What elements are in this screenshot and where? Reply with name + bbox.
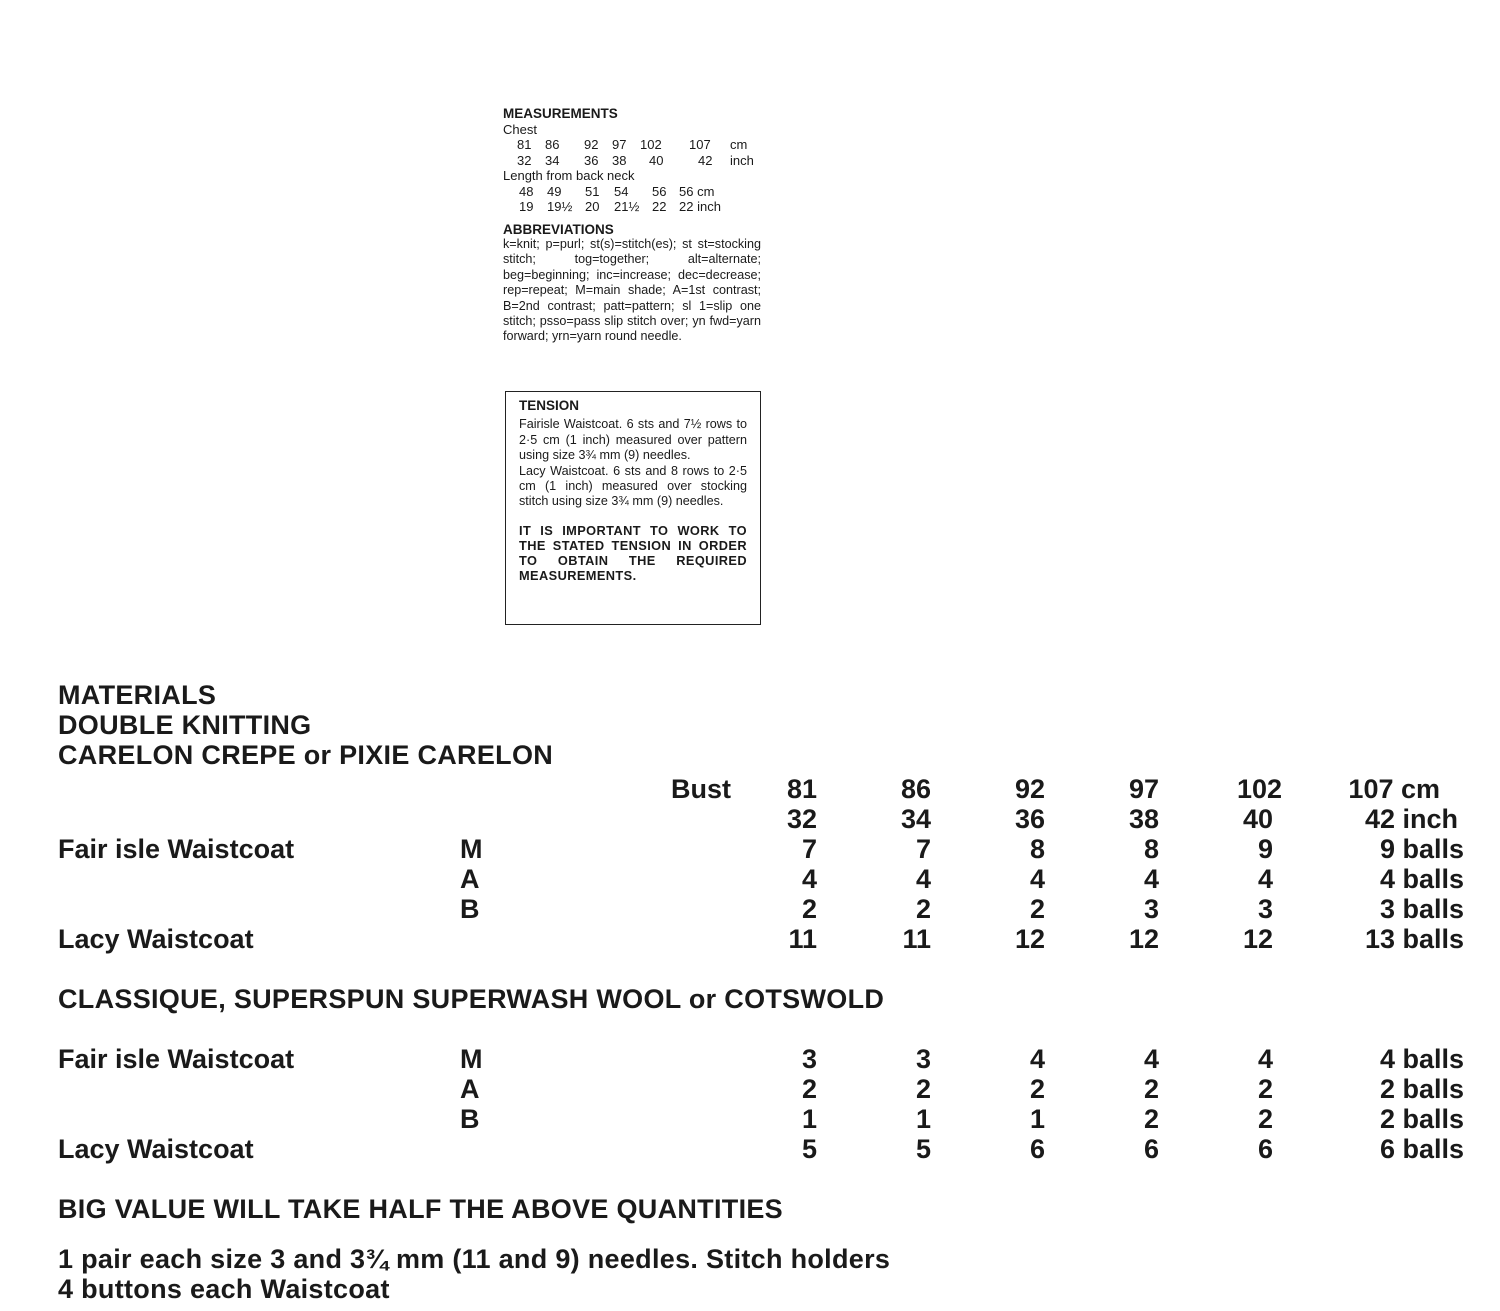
- tension-important: IT IS IMPORTANT TO WORK TO THE STATED TENSION IN ORDER TO OBTAIN THE REQUIRED MEASUREMENTS.: [519, 522, 747, 584]
- double-knitting-heading: DOUBLE KNITTING: [58, 710, 312, 740]
- quantity-cell: 4: [1257, 864, 1273, 894]
- length-cm-value: 49: [547, 183, 562, 199]
- quantity-cell: 3: [1257, 894, 1273, 924]
- quantity-cell: 11: [788, 924, 817, 954]
- chest-cm-value: 97: [612, 137, 627, 152]
- length-inch-value: 22 inch: [679, 199, 721, 214]
- quantity-cell: 9 balls: [1379, 834, 1464, 864]
- abbreviations-text: k=knit; p=purl; st(s)=stitch(es); st st=stocking stitch; tog=together; alt=alternate; beg=beginning; inc=increase; dec=decrease; rep=repeat; M=main shade; A=1st contrast; B=2nd contrast; patt=pattern; sl 1=slip one stitch; psso=pass slip stitch over; yn fwd=yarn forward; yrn=yarn round needle.: [503, 237, 761, 344]
- quantity-cell: 2: [1257, 1074, 1273, 1104]
- quantity-cell: 12: [1128, 924, 1159, 954]
- quantity-cell: 1: [915, 1104, 931, 1134]
- quantity-cell: 4: [801, 864, 817, 894]
- quantity-cell: 6: [1029, 1134, 1045, 1164]
- bust-inch-value: 36: [1014, 804, 1045, 834]
- shade-label: M: [460, 834, 483, 864]
- quantity-cell: 1: [1029, 1104, 1045, 1134]
- quantity-cell: 2: [1143, 1104, 1159, 1134]
- length-inch-value: 22: [652, 199, 667, 214]
- chest-cm-value: 102: [640, 137, 662, 152]
- quantity-cell: 5: [801, 1134, 817, 1164]
- chest-inch-value: 40: [649, 152, 664, 168]
- quantity-cell: 2: [801, 1074, 817, 1104]
- chest-inch-value: 38: [612, 152, 627, 168]
- tension-lacy: Lacy Waistcoat. 6 sts and 8 rows to 2·5 cm (1 inch) measured over stocking stitch using size 3¾ mm (9) needles.: [519, 463, 747, 509]
- quantity-cell: 5: [915, 1134, 931, 1164]
- quantity-cell: 4 balls: [1379, 1044, 1464, 1074]
- length-inch-row: [503, 199, 761, 215]
- bust-cm-value: 102: [1236, 774, 1282, 804]
- row-label: Lacy Waistcoat: [58, 924, 254, 954]
- length-inch-value: 19: [519, 199, 534, 214]
- quantity-cell: 2: [915, 1074, 931, 1104]
- chest-cm-row: [503, 137, 761, 153]
- abbreviations-heading: ABBREVIATIONS: [503, 221, 614, 237]
- shade-label: A: [460, 1074, 480, 1104]
- quantity-cell: 4: [1029, 1044, 1045, 1074]
- quantity-cell: 2: [801, 894, 817, 924]
- classique-heading: CLASSIQUE, SUPERSPUN SUPERWASH WOOL or COTSWOLD: [58, 984, 885, 1014]
- shade-label: B: [460, 894, 480, 924]
- chest-inch-value: 34: [545, 152, 560, 168]
- bust-inch-value: 42 inch: [1364, 804, 1458, 834]
- bust-cm-value: 97: [1128, 774, 1159, 804]
- bust-cm-value: 107 cm: [1348, 774, 1440, 804]
- row-label: Fair isle Waistcoat: [58, 1044, 295, 1074]
- quantity-cell: 8: [1143, 834, 1159, 864]
- length-cm-value: 54: [614, 183, 629, 199]
- quantity-cell: 3 balls: [1379, 894, 1464, 924]
- length-inch-value: 20: [585, 199, 600, 214]
- quantity-cell: 6 balls: [1379, 1134, 1464, 1164]
- quantity-cell: 6: [1143, 1134, 1159, 1164]
- tension-heading: TENSION: [519, 398, 580, 413]
- quantity-cell: 12: [1242, 924, 1273, 954]
- quantity-cell: 7: [801, 834, 817, 864]
- quantity-cell: 9: [1257, 834, 1273, 864]
- chest-inch-row: [503, 153, 761, 169]
- bust-inch-value: 34: [900, 804, 931, 834]
- quantity-cell: 4 balls: [1379, 864, 1464, 894]
- quantity-cell: 2 balls: [1379, 1074, 1464, 1104]
- quantity-cell: 4: [1029, 864, 1045, 894]
- chest-cm-value: 92: [584, 137, 599, 152]
- quantity-cell: 3: [1143, 894, 1159, 924]
- quantity-cell: 7: [915, 834, 931, 864]
- measurements-block: [503, 106, 761, 345]
- carelon-heading: CARELON CREPE or PIXIE CARELON: [58, 740, 554, 770]
- quantity-cell: 4: [1143, 1044, 1159, 1074]
- quantity-cell: 8: [1029, 834, 1045, 864]
- quantity-cell: 2: [915, 894, 931, 924]
- quantity-cell: 2: [1029, 1074, 1045, 1104]
- length-cm-row: [503, 184, 761, 200]
- bust-label: Bust: [671, 774, 731, 804]
- big-value-note: BIG VALUE WILL TAKE HALF THE ABOVE QUANTITIES: [58, 1194, 783, 1224]
- quantity-cell: 4: [1143, 864, 1159, 894]
- row-label: Lacy Waistcoat: [58, 1134, 254, 1164]
- chest-cm-value: 86: [545, 137, 560, 152]
- quantity-cell: 2: [1257, 1104, 1273, 1134]
- row-label: Fair isle Waistcoat: [58, 834, 295, 864]
- chest-cm-value: 107: [689, 137, 711, 152]
- tension-fairisle: Fairisle Waistcoat. 6 sts and 7½ rows to 2·5 cm (1 inch) measured over pattern using size 3¾ mm (9) needles.: [519, 417, 747, 463]
- chest-cm-value: 81: [517, 137, 532, 152]
- quantity-cell: 2: [1143, 1074, 1159, 1104]
- measurements-heading: MEASUREMENTS: [503, 106, 618, 121]
- shade-label: B: [460, 1104, 480, 1134]
- quantity-cell: 4: [1257, 1044, 1273, 1074]
- chest-inch-value: 32: [517, 152, 532, 168]
- chest-inch-value: 36: [584, 152, 599, 168]
- bust-cm-value: 86: [900, 774, 931, 804]
- bust-inch-value: 32: [786, 804, 817, 834]
- chest-inch-unit: inch: [730, 152, 754, 168]
- quantity-cell: 6: [1257, 1134, 1273, 1164]
- quantity-cell: 4: [915, 864, 931, 894]
- buttons-note: 4 buttons each Waistcoat: [58, 1274, 390, 1304]
- length-inch-value: 21½: [614, 199, 640, 214]
- chest-label: Chest: [503, 121, 537, 137]
- length-label: Length from back neck: [503, 168, 635, 183]
- needles-note: 1 pair each size 3 and 3¾ mm (11 and 9) needles. Stitch holders: [58, 1244, 891, 1274]
- quantity-cell: 2: [1029, 894, 1045, 924]
- tension-box: [505, 391, 761, 625]
- quantity-cell: 11: [902, 924, 931, 954]
- quantity-cell: 3: [801, 1044, 817, 1074]
- materials-heading: MATERIALS: [58, 680, 217, 710]
- bust-cm-value: 92: [1014, 774, 1045, 804]
- quantity-cell: 3: [915, 1044, 931, 1074]
- shade-label: A: [460, 864, 480, 894]
- quantity-cell: 2 balls: [1379, 1104, 1464, 1134]
- length-cm-value: 48: [519, 183, 534, 199]
- bust-cm-value: 81: [786, 774, 817, 804]
- chest-cm-unit: cm: [730, 137, 748, 152]
- length-cm-value: 56 cm: [679, 183, 715, 199]
- length-inch-value: 19½: [547, 199, 573, 214]
- shade-label: M: [460, 1044, 483, 1074]
- quantity-cell: 1: [801, 1104, 817, 1134]
- quantity-cell: 12: [1014, 924, 1045, 954]
- chest-inch-value: 42: [698, 152, 713, 168]
- length-cm-value: 56: [652, 183, 667, 199]
- bust-inch-value: 38: [1128, 804, 1159, 834]
- quantity-cell: 13 balls: [1364, 924, 1464, 954]
- bust-inch-value: 40: [1242, 804, 1273, 834]
- length-cm-value: 51: [585, 183, 600, 199]
